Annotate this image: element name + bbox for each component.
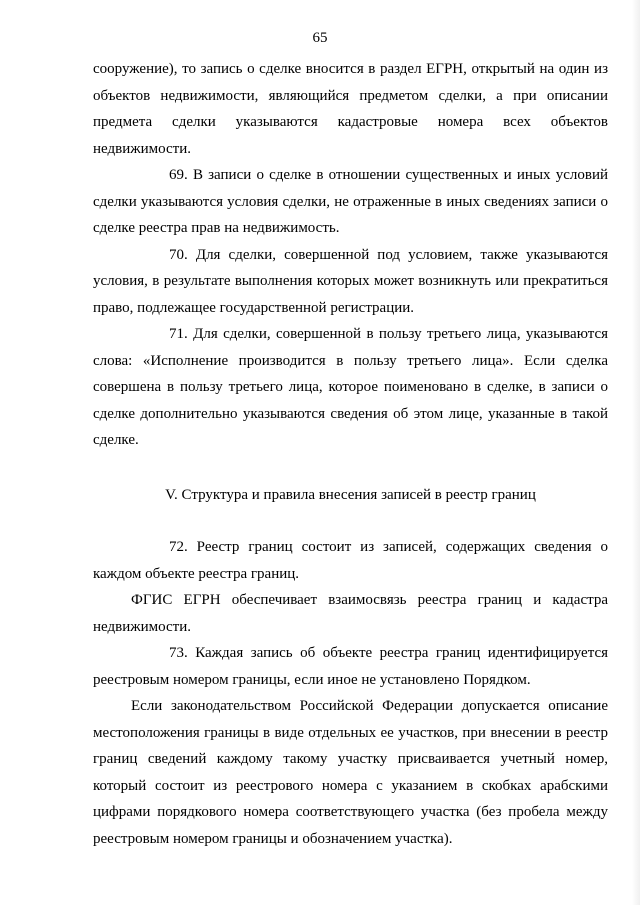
paragraph-text: Если законодательством Российской Федерации допускается описание местоположения границы в виде отдельных ее участков, при внесении в реестр границ сведений каждому такому участку присваивается учетный номер, который состоит из реестрового номера с указанием в скобках арабскими цифрами порядкового номера соответствующего участка (без пробела между реестровым номером границы и обозначением участка). [93, 698, 608, 847]
paragraph-71 [93, 321, 608, 454]
paragraph-number: 70. [169, 246, 188, 263]
section-heading: V. Структура и правила внесения записей в реестр границ [165, 486, 536, 503]
paragraph-69 [93, 162, 608, 242]
document-body [93, 56, 608, 852]
paragraph-number: 73. [169, 645, 188, 661]
paragraph-text: Для сделки, совершенной под условием, также указываются условия, в результате выполнения которых может возникнуть или прекратиться право, подлежащее государственной регистрации. [93, 246, 609, 316]
paragraph-text: Реестр границ состоит из записей, содержащих сведения о каждом объекте реестра границ. [93, 539, 609, 582]
paragraph-text: сооружение), то запись о сделке вносится в раздел ЕГРН, открытый на один из объектов недвижимости, являющийся предметом сделки, а при описании предмета сделки указываются кадастровые номера всех объектов недвижимости. [93, 61, 608, 157]
paragraph-text: ФГИС ЕГРН обеспечивает взаимосвязь реестра границ и кадастра недвижимости. [93, 592, 608, 635]
paragraph-70 [93, 242, 608, 322]
paragraph-72 [93, 534, 608, 587]
paragraph-73 [93, 640, 608, 693]
paragraph-continuation [93, 56, 608, 162]
paragraph-text: В записи о сделке в отношении существенных и иных условий сделки указываются условия сделки, не отраженные в иных сведениях записи о сделке реестра прав на недвижимость. [93, 167, 608, 236]
page-number: 65 [312, 30, 328, 46]
paragraph-text: Каждая запись об объекте реестра границ идентифицируется реестровым номером границы, если иное не установлено Порядком. [93, 645, 609, 688]
paragraph-73-continued [93, 693, 608, 852]
paragraph-72-continued [93, 587, 608, 640]
paragraph-number: 71. [169, 326, 188, 342]
scan-edge-shadow [632, 0, 640, 905]
paragraph-text: Для сделки, совершенной в пользу третьего лица, указываются слова: «Исполнение производится в пользу третьего лица». Если сделка совершена в пользу третьего лица, которое поименовано в сделке, в записи о сделке дополнительно указываются сведения об этом лице, указанные в такой сделке. [93, 326, 609, 448]
paragraph-number: 69. [169, 167, 188, 183]
paragraph-number: 72. [169, 539, 188, 555]
